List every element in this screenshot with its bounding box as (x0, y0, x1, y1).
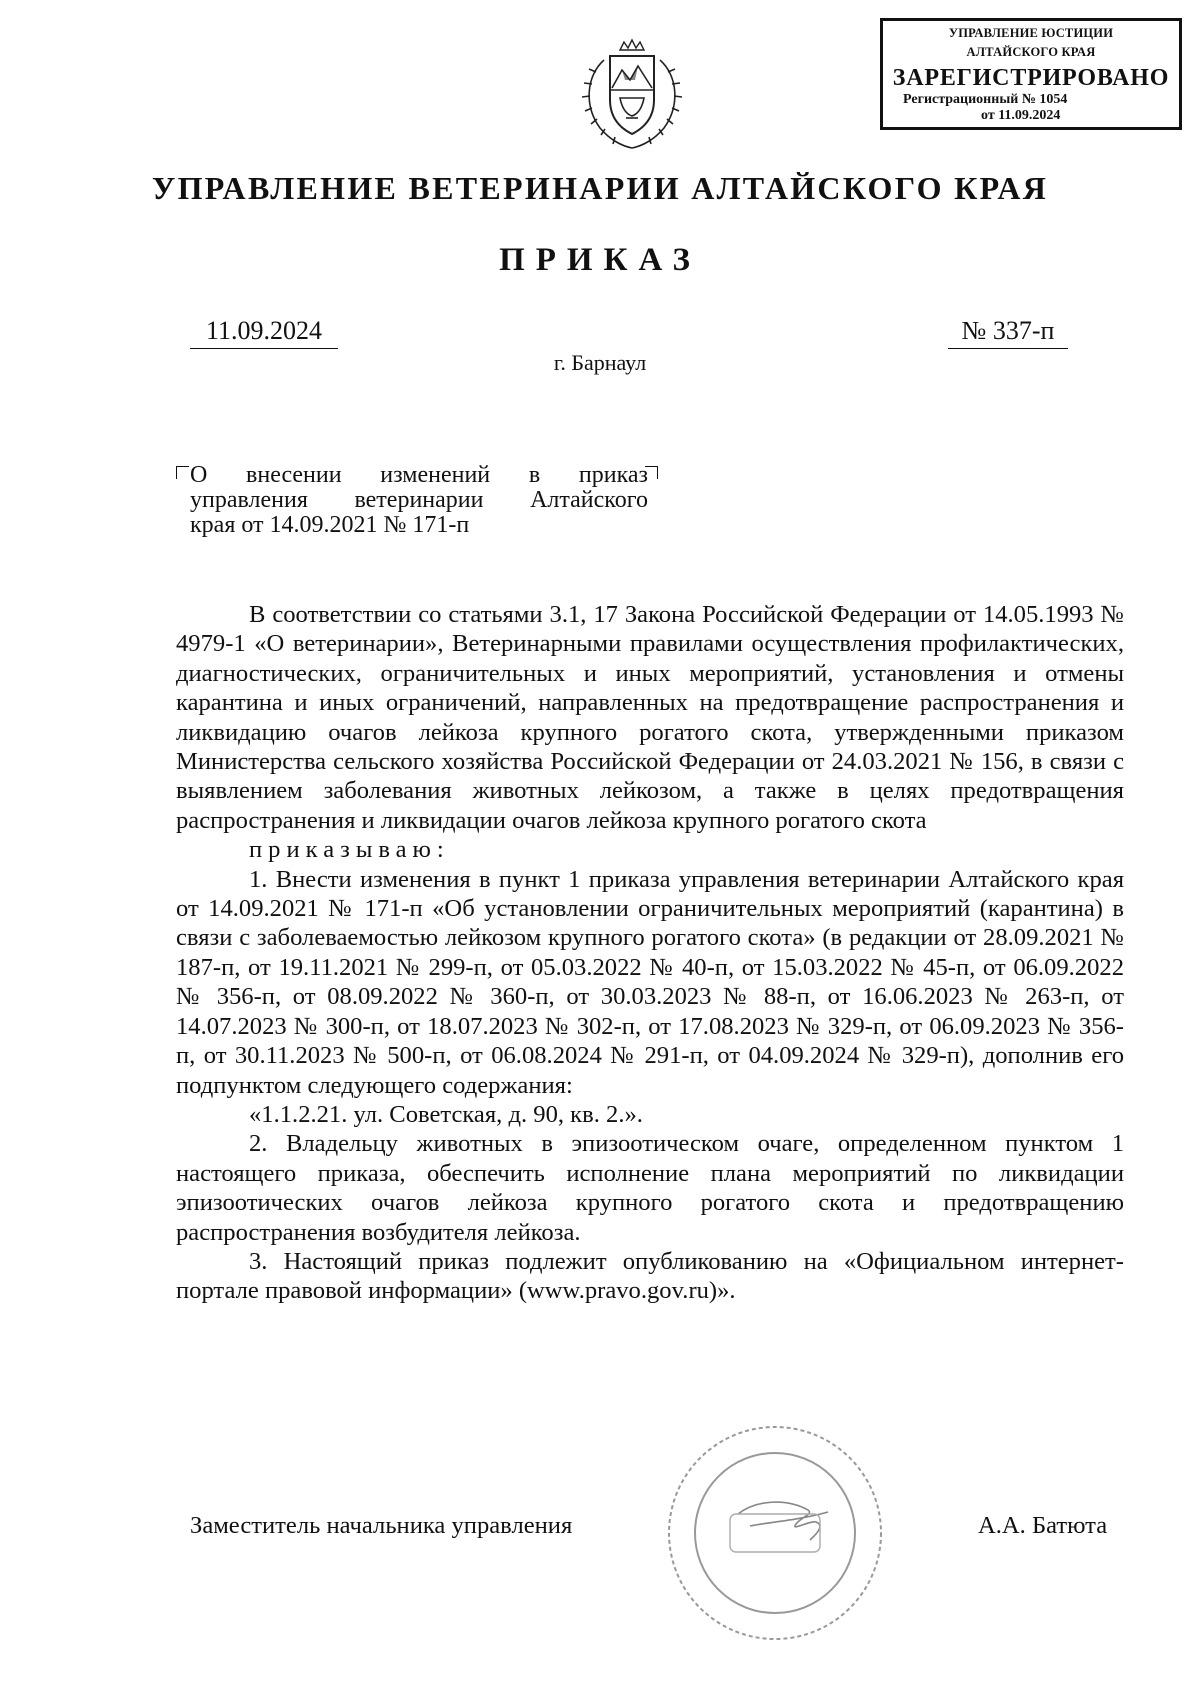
order-word: приказываю: (249, 836, 450, 864)
registration-org-line1: УПРАВЛЕНИЕ ЮСТИЦИИ (948, 26, 1114, 40)
registration-org-line2: АЛТАЙСКОГО КРАЯ (966, 45, 1096, 59)
preamble-text: В соответствии со статьями 3.1, 17 Закона Российской Федерации от 14.05.1993 № 4979-1 «О ветеринарии», Ветеринарными правилами осуществления профилактических, диагностических, ограничительных и иных мероприятий, установления и отмены карантина и иных ограничений, направленных на предотвращение распространения и ликвидацию очагов лейкоза крупного рогатого скота, утвержденными приказом Министерства сельского хозяйства Российской Федерации от 24.03.2021 № 156, в связи с выявлением заболевания животных лейкозом, а также в целях предотвращения распространения и ликвидации очагов лейкоза крупного рогатого скота (176, 601, 1124, 834)
registration-stamp (880, 18, 1182, 130)
registration-number: Регистрационный № 1054 (903, 92, 1068, 107)
registration-status: ЗАРЕГИСТРИРОВАНО (892, 65, 1170, 91)
subject-line: края от 14.09.2021 № 171-п (190, 512, 470, 538)
agency-title: УПРАВЛЕНИЕ ВЕТЕРИНАРИИ АЛТАЙСКОГО КРАЯ (151, 170, 1049, 206)
item-2-paragraph: 2. Владельцу животных в эпизоотическом очаге, определенном пунктом 1 настоящего приказа, обеспечить исполнение плана мероприятий по ликвидации эпизоотических очагов лейкоза крупного рогатого скота и предотвращению распространения возбудителя лейкоза. (176, 1130, 1124, 1246)
document-city: г. Барнаул (553, 350, 647, 375)
document-type: ПРИКАЗ (499, 242, 701, 278)
document-date: 11.09.2024 (190, 316, 338, 349)
document-number: № 337-п (948, 316, 1068, 349)
subject-line: управления ветеринарии Алтайского (190, 487, 648, 513)
official-seal-icon (660, 1418, 890, 1648)
signatory-name: А.А. Батюта (978, 1512, 1108, 1539)
registration-date: от 11.09.2024 (981, 108, 1061, 123)
signatory-position: Заместитель начальника управления (190, 1512, 573, 1539)
document-subject (190, 463, 648, 538)
subject-line: О внесении изменений в приказ (190, 462, 648, 488)
item-3-paragraph: 3. Настоящий приказ подлежит опубликованию на «Официальном интернет-портале правовой информации» (www.pravo.gov.ru)». (176, 1247, 1124, 1305)
altai-krai-coat-of-arms-icon (574, 36, 690, 154)
item-1-quote: «1.1.2.21. ул. Советская, д. 90, кв. 2.». (249, 1100, 643, 1128)
document-body (176, 600, 1124, 1306)
preamble-paragraph (176, 600, 1124, 865)
item-1-paragraph: 1. Внести изменения в пункт 1 приказа управления ветеринарии Алтайского края от 14.09.2021 № 171-п «Об установлении ограничительных мероприятий (карантина) в связи с заболеваемостью лейкозом крупного рогатого скота» (в редакции от 28.09.2021 № 187-п, от 19.11.2021 № 299-п, от 05.03.2022 № 40-п, от 15.03.2022 № 45-п, от 06.09.2022 № 356-п, от 08.09.2022 № 360-п, от 30.03.2023 № 88-п, от 16.06.2023 № 263-п, от 14.07.2023 № 300-п, от 18.07.2023 № 302-п, от 17.08.2023 № 329-п, от 06.09.2023 № 356-п, от 30.11.2023 № 500-п, от 06.08.2024 № 291-п, от 04.09.2024 № 329-п), дополнив его подпунктом следующего содержания: (176, 865, 1124, 1099)
subject-bracket-left (176, 466, 189, 479)
